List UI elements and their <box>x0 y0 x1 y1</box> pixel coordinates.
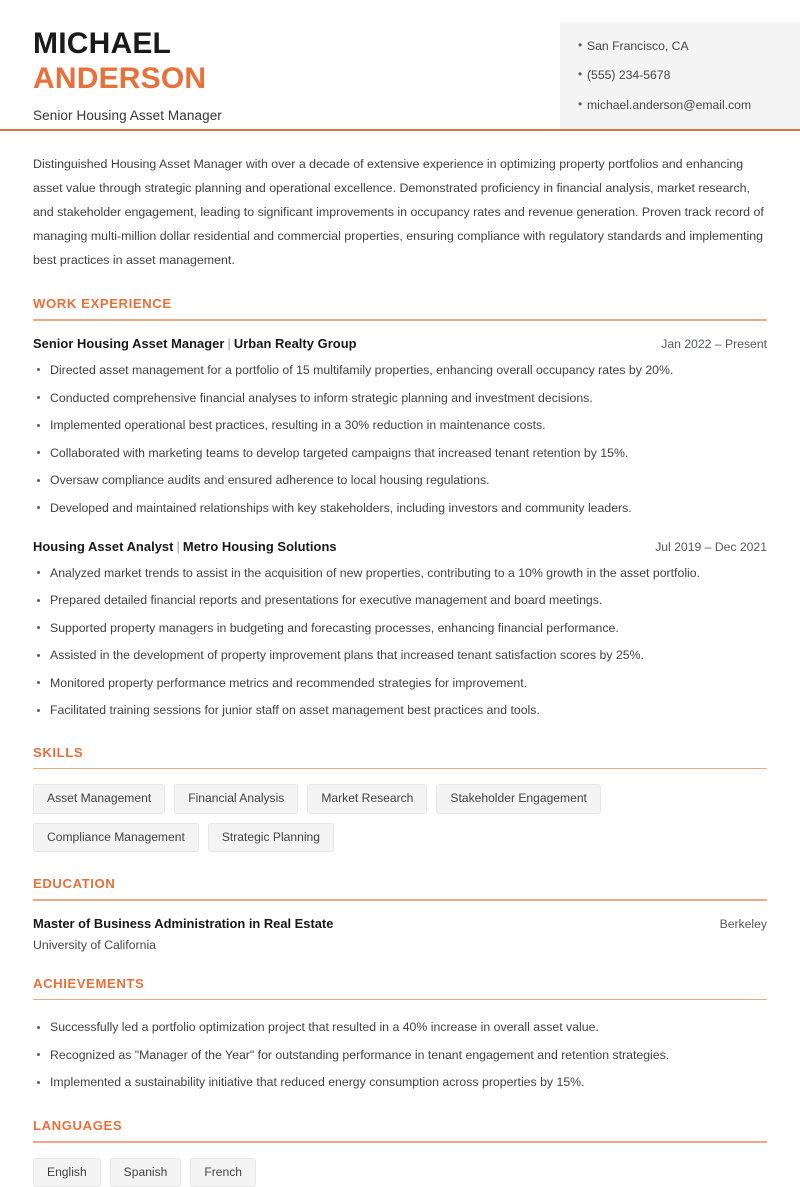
resume-header <box>0 0 800 129</box>
section-title-education: EDUCATION <box>33 876 116 892</box>
list-item: Assisted in the development of property improvement plans that increased tenant satisfaction scores by 25%. <box>33 646 767 665</box>
experience-entry-header <box>33 336 767 351</box>
language-tag: Spanish <box>110 1158 182 1187</box>
section-title-skills: SKILLS <box>33 744 84 760</box>
section-education <box>33 876 767 952</box>
language-tag: English <box>33 1158 101 1187</box>
education-degree: Master of Business Administration in Real Estate <box>33 915 334 931</box>
skill-tag: Strategic Planning <box>208 823 334 853</box>
contact-item-location <box>578 38 786 54</box>
section-title-achievements: ACHIEVEMENTS <box>33 975 145 991</box>
first-name: MICHAEL <box>33 27 172 60</box>
section-divider <box>33 768 767 770</box>
skills-tag-list <box>33 784 767 852</box>
section-divider <box>33 999 767 1001</box>
contact-info-box <box>560 22 800 129</box>
experience-entry <box>33 539 767 721</box>
experience-role: Housing Asset Analyst <box>33 538 174 554</box>
title-separator: | <box>227 335 231 351</box>
header-identity <box>0 22 222 123</box>
experience-entry <box>33 336 767 518</box>
list-item: Successfully led a portfolio optimization project that resulted in a 40% increase in overall asset value. <box>33 1018 767 1037</box>
skill-tag: Market Research <box>307 784 427 814</box>
section-divider <box>33 899 767 901</box>
professional-summary: Distinguished Housing Asset Manager with over a decade of extensive experience in optimizing property portfolios and enhancing asset value through strategic planning and operational excellence. Demonstrated proficiency in financial analysis, market research, and stakeholder engagement, leading to significant improvements in occupancy rates and revenue generation. Proven track record of managing multi-million dollar residential and commercial properties, ensuring compliance with regulatory standards and implementing best practices in asset management. <box>33 157 764 267</box>
list-item: Monitored property performance metrics and recommended strategies for improvement. <box>33 674 767 693</box>
section-work-experience <box>33 296 767 720</box>
contact-item-email[interactable] <box>578 97 786 113</box>
bullet-icon: • <box>578 96 583 111</box>
professional-title: Senior Housing Asset Manager <box>33 107 222 123</box>
section-achievements <box>33 976 767 1093</box>
education-entry-header <box>33 916 767 931</box>
section-skills <box>33 745 767 853</box>
list-item: Implemented a sustainability initiative that reduced energy consumption across properties by 15%. <box>33 1073 767 1092</box>
section-title-work-experience: WORK EXPERIENCE <box>33 296 172 312</box>
education-location: Berkeley <box>719 916 767 931</box>
experience-entry-header <box>33 539 767 554</box>
list-item: Prepared detailed financial reports and presentations for executive management and board meetings. <box>33 591 767 610</box>
bullet-icon: • <box>578 38 583 52</box>
list-item: Oversaw compliance audits and ensured adherence to local housing regulations. <box>33 471 767 490</box>
education-institution: University of California <box>33 937 157 952</box>
languages-tag-list <box>33 1158 767 1187</box>
list-item: Directed asset management for a portfolio of 15 multifamily properties, enhancing overall occupancy rates by 20%. <box>33 361 767 380</box>
skill-tag: Stakeholder Engagement <box>436 784 601 814</box>
skill-tag: Compliance Management <box>33 823 199 853</box>
list-item: Implemented operational best practices, resulting in a 30% reduction in maintenance costs. <box>33 416 767 435</box>
bullet-icon: • <box>578 67 583 82</box>
section-title-languages: LANGUAGES <box>33 1118 123 1134</box>
title-separator: | <box>176 538 180 554</box>
list-item: Collaborated with marketing teams to develop targeted campaigns that increased tenant retention by 15%. <box>33 444 767 463</box>
skill-tag: Financial Analysis <box>174 784 298 814</box>
resume-body <box>0 153 800 1187</box>
section-divider <box>33 1141 767 1143</box>
experience-title-line <box>33 539 337 554</box>
contact-location-text: San Francisco, CA <box>587 39 689 53</box>
last-name: ANDERSON <box>33 62 207 96</box>
experience-bullet-list <box>33 564 767 721</box>
section-languages <box>33 1118 767 1187</box>
list-item: Conducted comprehensive financial analyses to inform strategic planning and investment decisions. <box>33 389 767 408</box>
contact-item-phone[interactable] <box>578 67 786 83</box>
list-item: Developed and maintained relationships with key stakeholders, including investors and community leaders. <box>33 499 767 518</box>
experience-company: Metro Housing Solutions <box>182 538 337 554</box>
experience-date-range: Jul 2019 – Dec 2021 <box>655 539 767 554</box>
section-divider <box>33 319 767 321</box>
contact-email-text: michael.anderson@email.com <box>587 97 752 112</box>
experience-company: Urban Realty Group <box>233 335 357 351</box>
list-item: Supported property managers in budgeting and forecasting processes, enhancing financial performance. <box>33 619 767 638</box>
language-tag: French <box>190 1158 256 1187</box>
contact-phone-text: (555) 234-5678 <box>587 68 671 83</box>
experience-role: Senior Housing Asset Manager <box>33 335 225 351</box>
experience-bullet-list <box>33 361 767 518</box>
education-entry <box>33 916 767 952</box>
list-item: Facilitated training sessions for junior staff on asset management best practices and tools. <box>33 701 767 720</box>
experience-title-line <box>33 336 357 351</box>
skill-tag: Asset Management <box>33 784 165 814</box>
achievements-list <box>33 1018 767 1092</box>
list-item: Recognized as "Manager of the Year" for outstanding performance in tenant engagement and retention strategies. <box>33 1046 767 1065</box>
list-item: Analyzed market trends to assist in the acquisition of new properties, contributing to a 10% growth in the asset portfolio. <box>33 564 767 583</box>
header-divider <box>0 129 800 131</box>
experience-date-range: Jan 2022 – Present <box>661 336 767 351</box>
